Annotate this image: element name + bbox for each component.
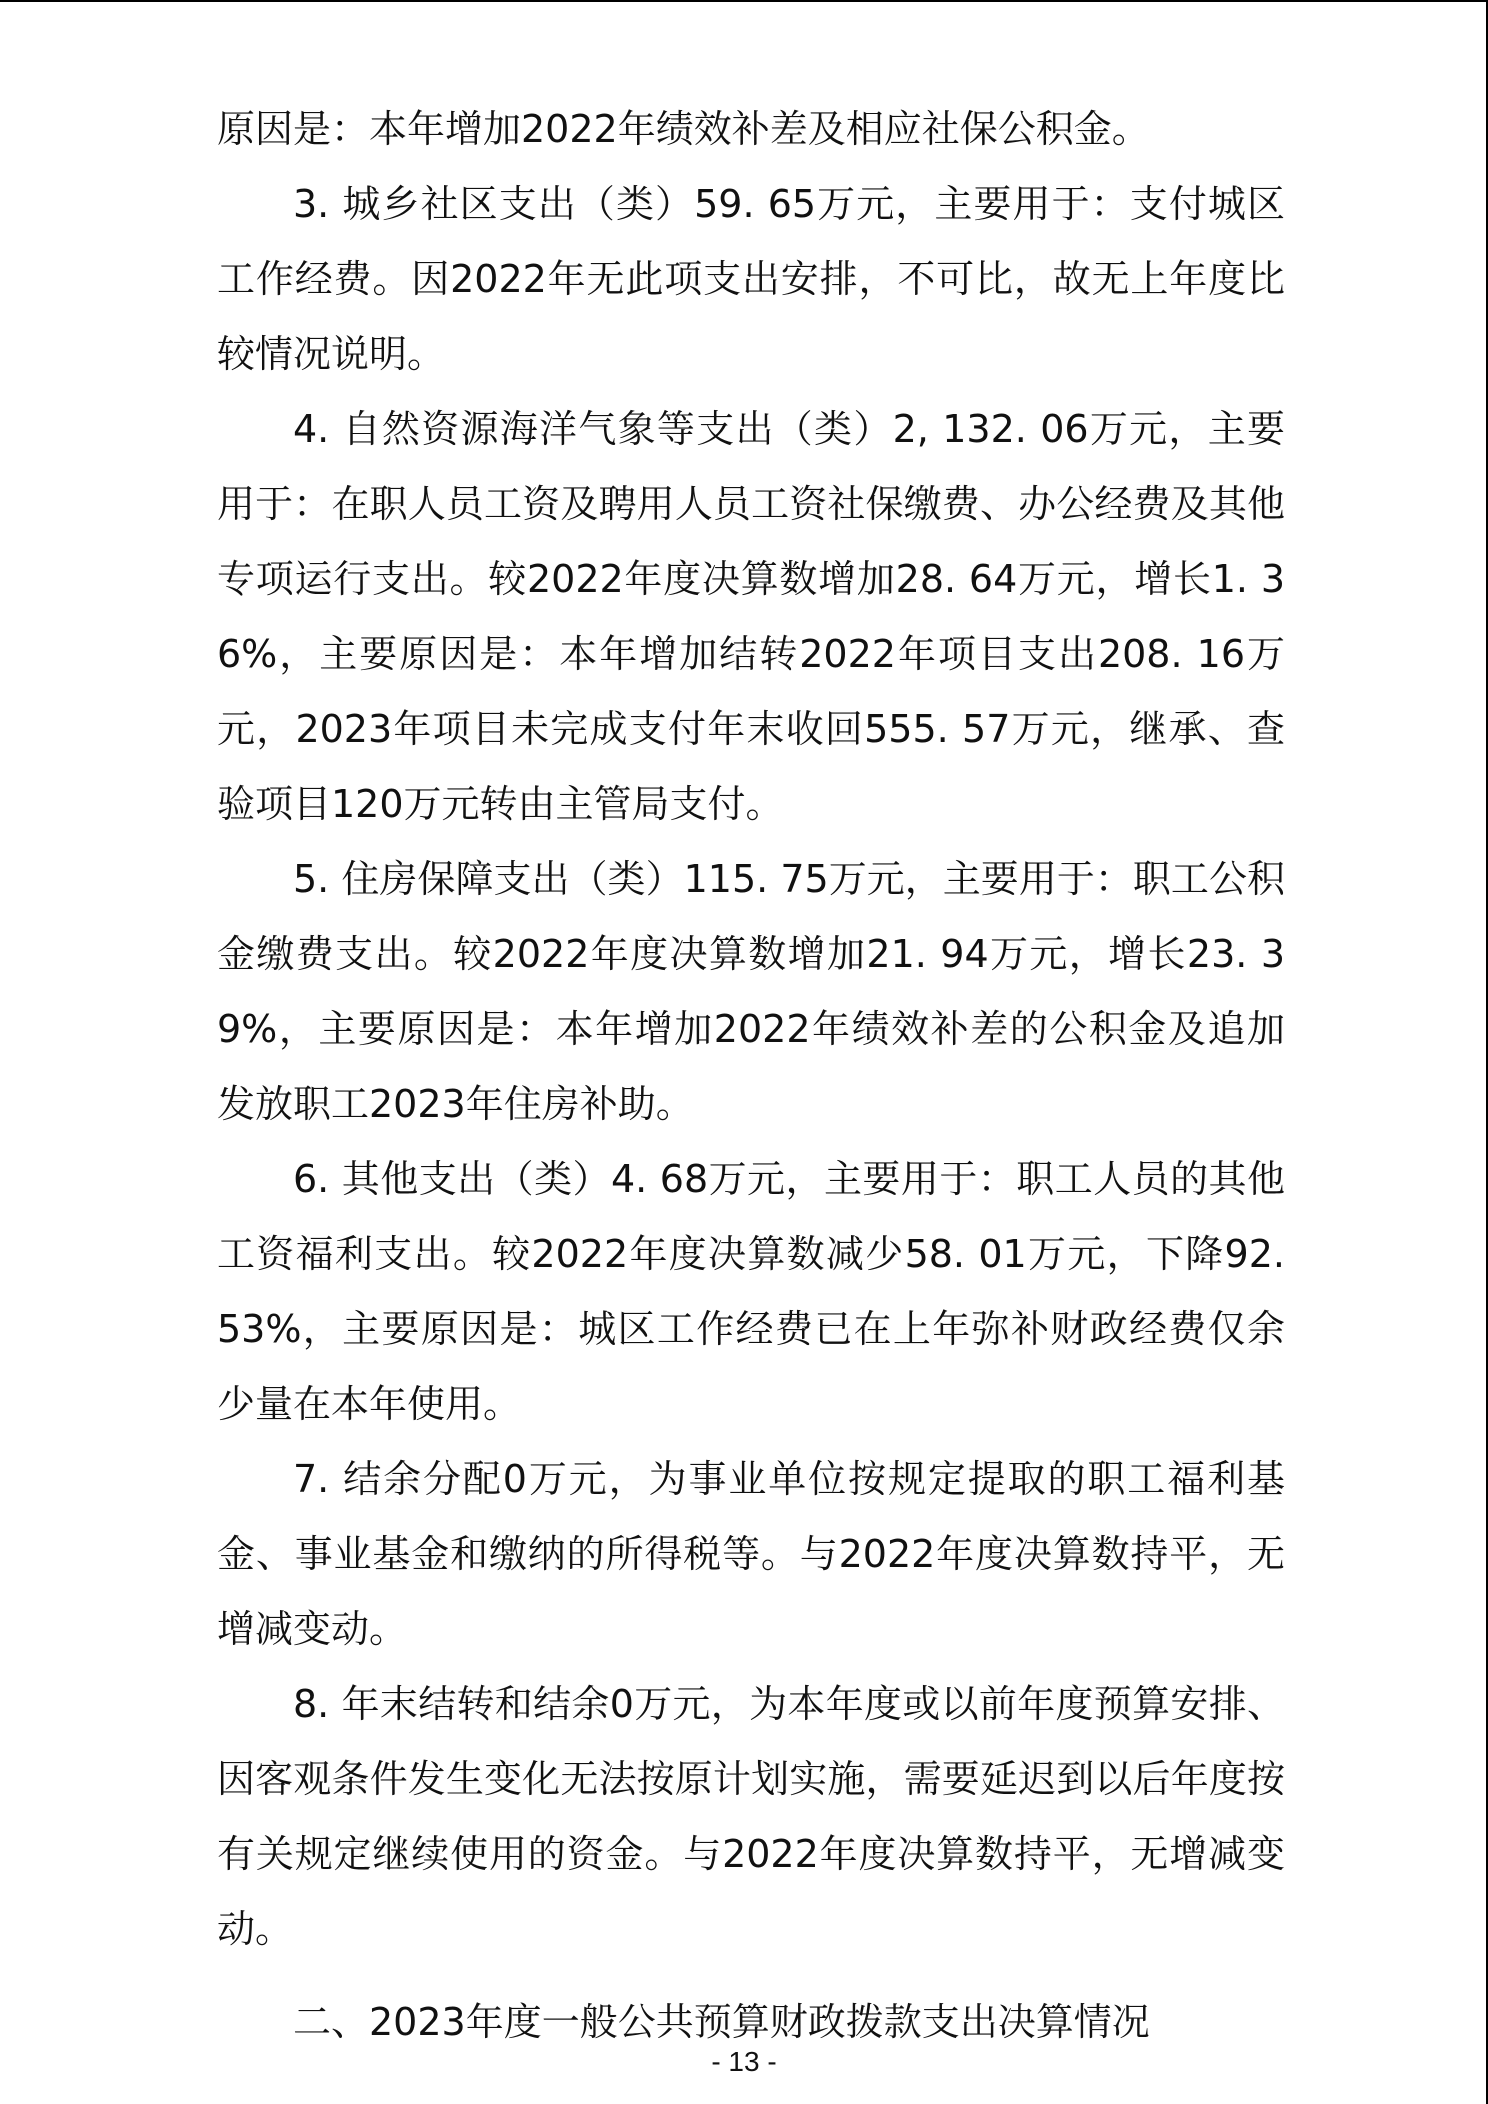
paragraph-item-8: 8. 年末结转和结余0万元，为本年度或以前年度预算安排、因客观条件发生变化无法按原计划实施，需要延迟到以后年度按有关规定继续使用的资金。与2022年度决算数持平，无增减变动。 xyxy=(217,1682,1285,1951)
paragraph-item-3: 3. 城乡社区支出（类）59. 65万元，主要用于：支付城区工作经费。因2022年无此项支出安排，不可比，故无上年度比较情况说明。 xyxy=(217,182,1285,376)
page-number: - 13 - xyxy=(711,2046,777,2077)
paragraph-item-4: 4. 自然资源海洋气象等支出（类）2, 132. 06万元，主要用于：在职人员工资及聘用人员工资社保缴费、办公经费及其他专项运行支出。较2022年度决算数增加28. 64万元，增长1. 36%，主要原因是：本年增加结转2022年项目支出208. 16万元，2023年项目未完成支付年末收回555. 57万元，继承、查验项目120万元转由主管局支付。 xyxy=(217,407,1285,826)
document-body xyxy=(217,92,1285,2060)
section-heading: 二、2023年度一般公共预算财政拨款支出决算情况 xyxy=(293,2000,1150,2044)
paragraph-item-7: 7. 结余分配0万元，为事业单位按规定提取的职工福利基金、事业基金和缴纳的所得税等。与2022年度决算数持平，无增减变动。 xyxy=(217,1457,1285,1651)
paragraph-item-6: 6. 其他支出（类）4. 68万元，主要用于：职工人员的其他工资福利支出。较2022年度决算数减少58. 01万元，下降92. 53%，主要原因是：城区工作经费已在上年弥补财政经费仅余少量在本年使用。 xyxy=(217,1157,1285,1426)
paragraph-item-5: 5. 住房保障支出（类）115. 75万元，主要用于：职工公积金缴费支出。较2022年度决算数增加21. 94万元，增长23. 39%，主要原因是：本年增加2022年绩效补差的公积金及追加发放职工2023年住房补助。 xyxy=(217,857,1285,1126)
paragraph-continuation: 原因是：本年增加2022年绩效补差及相应社保公积金。 xyxy=(217,107,1150,151)
top-border-line xyxy=(0,0,1488,2)
